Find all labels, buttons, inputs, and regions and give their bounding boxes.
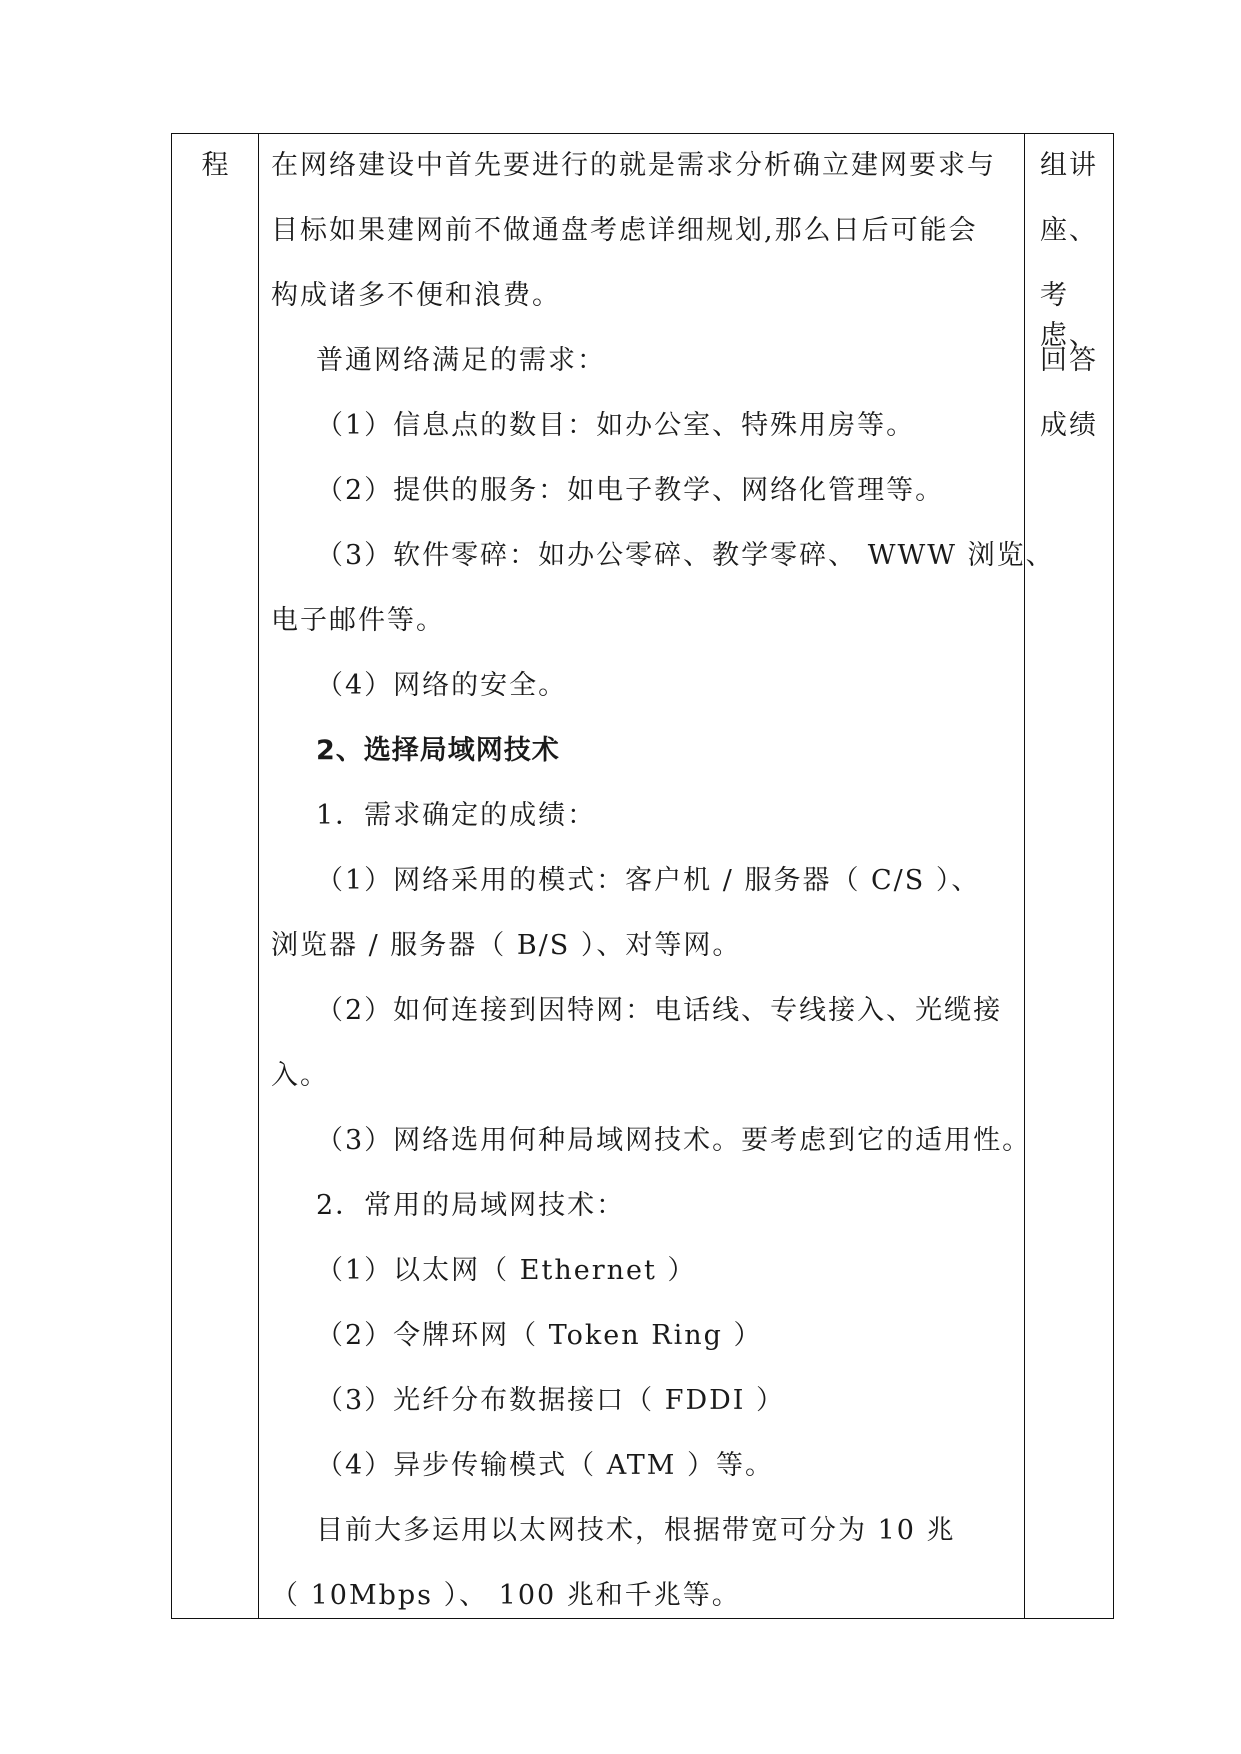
text-line: 目前大多运用以太网技术，根据带宽可分为 10 兆 — [316, 1515, 956, 1546]
text-line: 构成诸多不便和浪费。 — [271, 280, 561, 311]
text-line: 入。 — [271, 1060, 329, 1091]
text-line: （4）异步传输模式（ ATM ）等。 — [316, 1450, 775, 1481]
lesson-table — [171, 133, 1114, 1619]
text-line: 2．常用的局域网技术： — [316, 1190, 626, 1221]
right-cell-line: 座、 — [1040, 215, 1098, 246]
right-cell-line: 成绩 — [1040, 410, 1098, 441]
right-cell-line: 考虑、 — [1040, 280, 1098, 351]
text-line: （1）网络采用的模式：客户机 / 服务器（ C/S ）、 — [316, 865, 981, 896]
content-cell — [271, 146, 1055, 1641]
left-cell: 程 — [201, 150, 229, 181]
section-heading: 2、选择局域网技术 — [316, 735, 560, 766]
text-line: 电子邮件等。 — [271, 605, 445, 636]
text-line: （1）信息点的数目：如办公室、特殊用房等。 — [316, 410, 916, 441]
text-line: 目标如果建网前不做通盘考虑详细规划,那么日后可能会 — [271, 215, 978, 246]
text-line: 浏览器 / 服务器（ B/S ）、对等网。 — [271, 930, 742, 961]
text-line: 普通网络满足的需求： — [316, 345, 606, 376]
text-line: （2）如何连接到因特网：电话线、专线接入、光缆接 — [316, 995, 1003, 1026]
text-line: （2）令牌环网（ Token Ring ） — [316, 1320, 763, 1351]
text-line: （4）网络的安全。 — [316, 670, 568, 701]
right-cell-line: 回答 — [1040, 345, 1098, 376]
column-divider — [258, 134, 259, 1618]
text-line: （3）网络选用何种局域网技术。要考虑到它的适用性。 — [316, 1125, 1032, 1156]
text-line: 1．需求确定的成绩： — [316, 800, 597, 831]
text-line: 在网络建设中首先要进行的就是需求分析确立建网要求与 — [271, 150, 996, 181]
text-line: （3）光纤分布数据接口（ FDDI ） — [316, 1385, 786, 1416]
right-cell — [1030, 146, 1116, 471]
text-line: （1）以太网（ Ethernet ） — [316, 1255, 697, 1286]
right-cell-line: 组讲 — [1040, 150, 1098, 181]
column-divider — [1024, 134, 1025, 1618]
text-line: （3）软件零碎：如办公零碎、教学零碎、 WWW 浏览、 — [316, 540, 1055, 571]
text-line: （ 10Mbps ）、 100 兆和千兆等。 — [271, 1580, 741, 1611]
text-line: （2）提供的服务：如电子教学、网络化管理等。 — [316, 475, 945, 506]
